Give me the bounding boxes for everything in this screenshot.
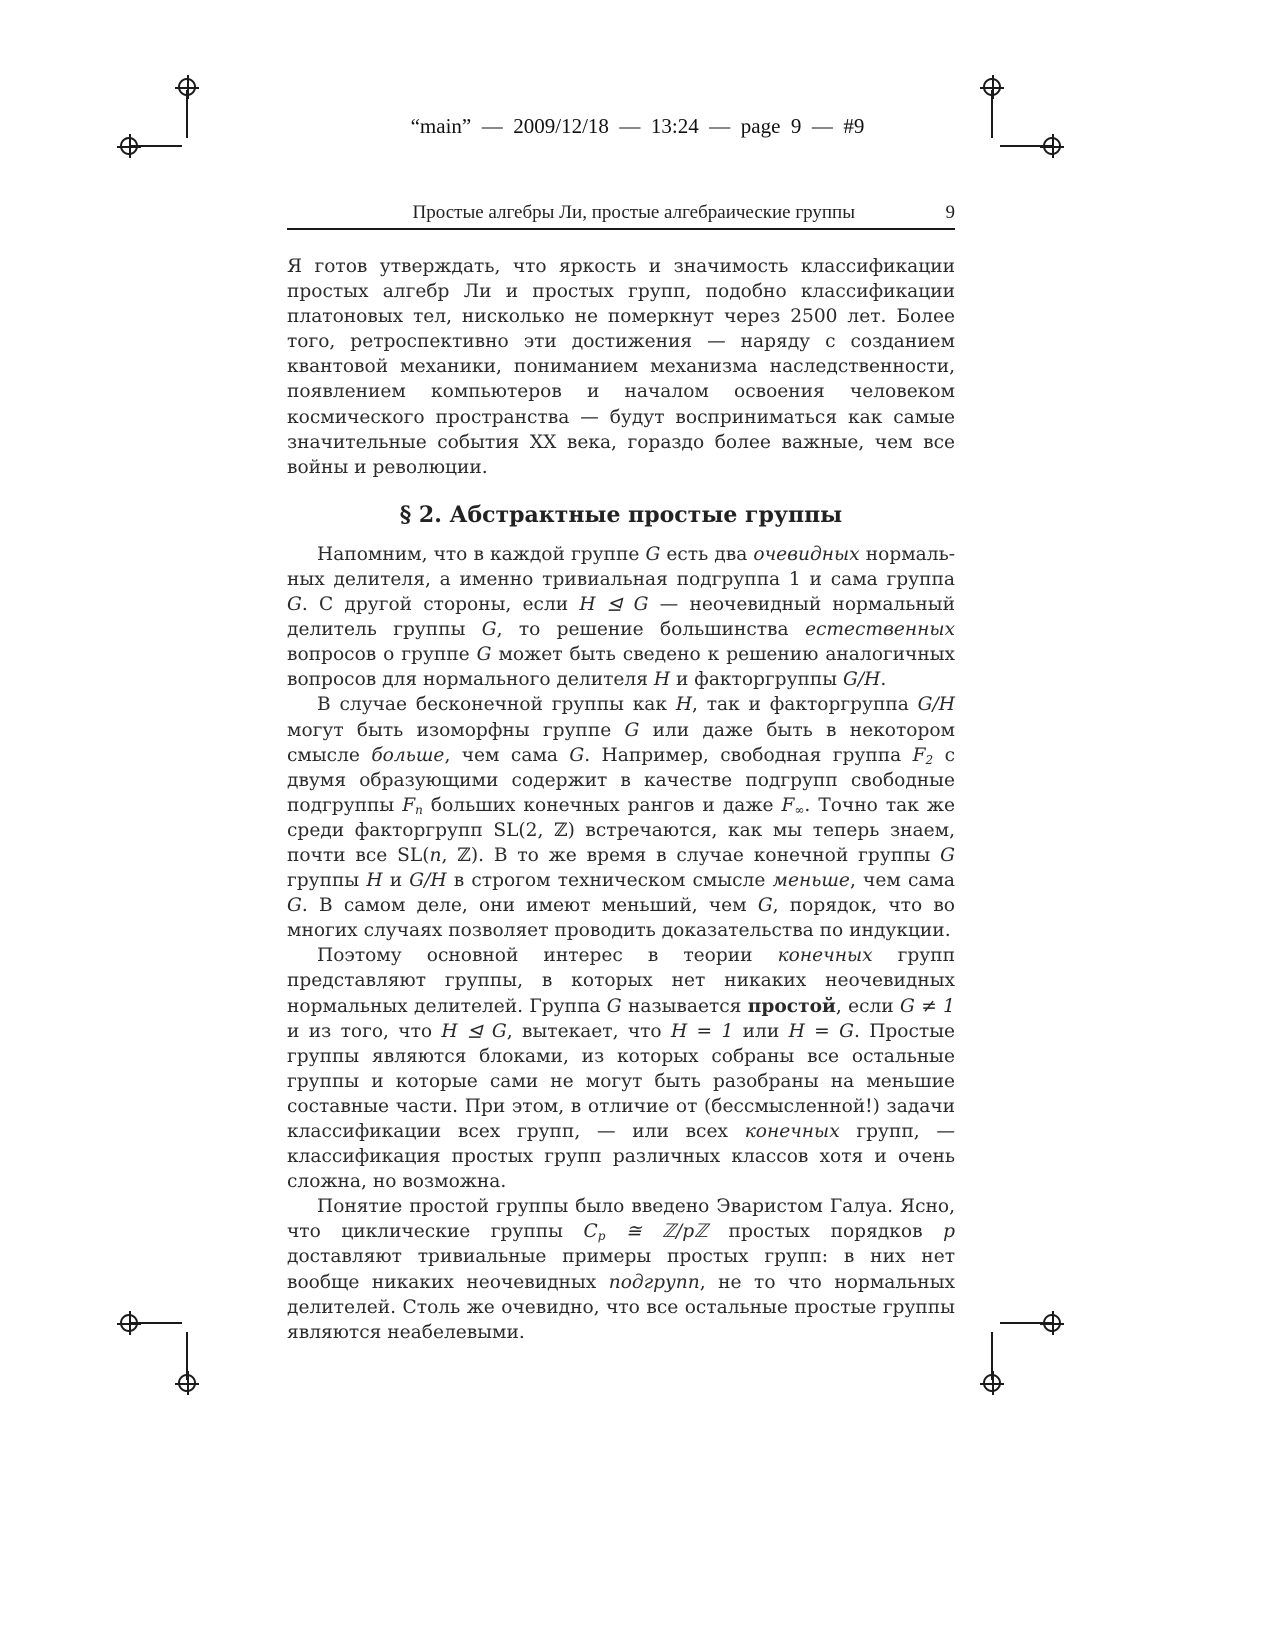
slug-line: “main” — 2009/12/18 — 13:24 — page 9 — #9	[410, 114, 865, 138]
paragraph-4: Понятие простой группы было введено Эваристом Галуа. Ясно, что циклические группы $C_p$ ≅ ℤ/pℤ простых порядков p доставляют тривиальные примеры простых групп: в них нет вообще никаких неочевидных подгрупп, не то что нормальных делителей. Столь же очевидно, что все остальные простые группы являются неабелевыми.	[287, 1196, 955, 1343]
crop-line	[1000, 145, 1052, 147]
crop-line	[1000, 1322, 1052, 1324]
paragraph-intro: Я готов утверждать, что яркость и значимость классификации простых алгебр Ли и простых групп, подобно классификации платоновых тел, нисколько не померкнут через 2500 лет. Более того, ретроспективно эти достижения — наряду с созданием квантовой механики, пониманием механизма наследственности, появлением компьютеров и началом освоения человеком космического пространства — будут восприниматься как самые значительные события XX века, гораздо более важные, чем все войны и революции.	[287, 256, 955, 478]
paragraph-1: Напомним, что в каждой группе G есть два очевидных нормальных делителя, а именно тривиальная подгруппа 1 и сама группа G. С другой стороны, если H ⊴ G — неочевидный нормальный делитель группы G, то решение большинства естественных вопросов о группе G может быть сведено к решению аналогичных вопросов для нормального делителя H и факторгруппы G/H.	[287, 543, 956, 691]
header-rule	[287, 228, 955, 230]
body-text	[287, 254, 955, 1345]
crop-line	[130, 1322, 182, 1324]
paragraph-2: В случае бесконечной группы как H, так и факторгруппа G/H могут быть изоморфны группе G или даже быть в некотором смысле больше, чем сама G. Например, свободная группа $F_2$ с двумя образующими содержит в качестве подгрупп свободные подгруппы $F_n$ больших конечных рангов и даже $F_\infty$. Точно так же среди факторгрупп SL(2, ℤ) встречаются, как мы теперь знаем, почти все SL(n, ℤ). В то же время в случае конечной группы G группы H и G/H в строгом техническом смысле меньше, чем сама G. В самом деле, они имеют меньший, чем G, порядок, что во многих случаях позволяет проводить доказательства по индукции.	[287, 694, 956, 942]
registration-mark-icon	[983, 1374, 1001, 1392]
paragraph-3: Поэтому основной интерес в теории конечных групп представляют группы, в которых нет никаких неочевидных нормальных делителей. Группа G называется простой, если G ≠ 1 и из того, что H ⊴ G, вытекает, что H = 1 или H = G. Простые группы являются блоками, из которых собраны все остальные группы и которые сами не могут быть разобраны на меньшие составные части. При этом, в отличие от (бессмысленной!) задачи классификации всех групп, — или всех конечных групп, — классификация простых групп различных классов хотя и очень сложна, но возможна.	[287, 945, 956, 1193]
section-title: § 2. Абстрактные простые группы	[399, 501, 843, 528]
registration-mark-icon	[178, 1374, 196, 1392]
crop-line	[130, 145, 182, 147]
term-simple-group: простой	[747, 995, 836, 1017]
running-head-title: Простые алгебры Ли, простые алгебраические группы	[412, 202, 855, 223]
page-number: 9	[945, 202, 955, 223]
